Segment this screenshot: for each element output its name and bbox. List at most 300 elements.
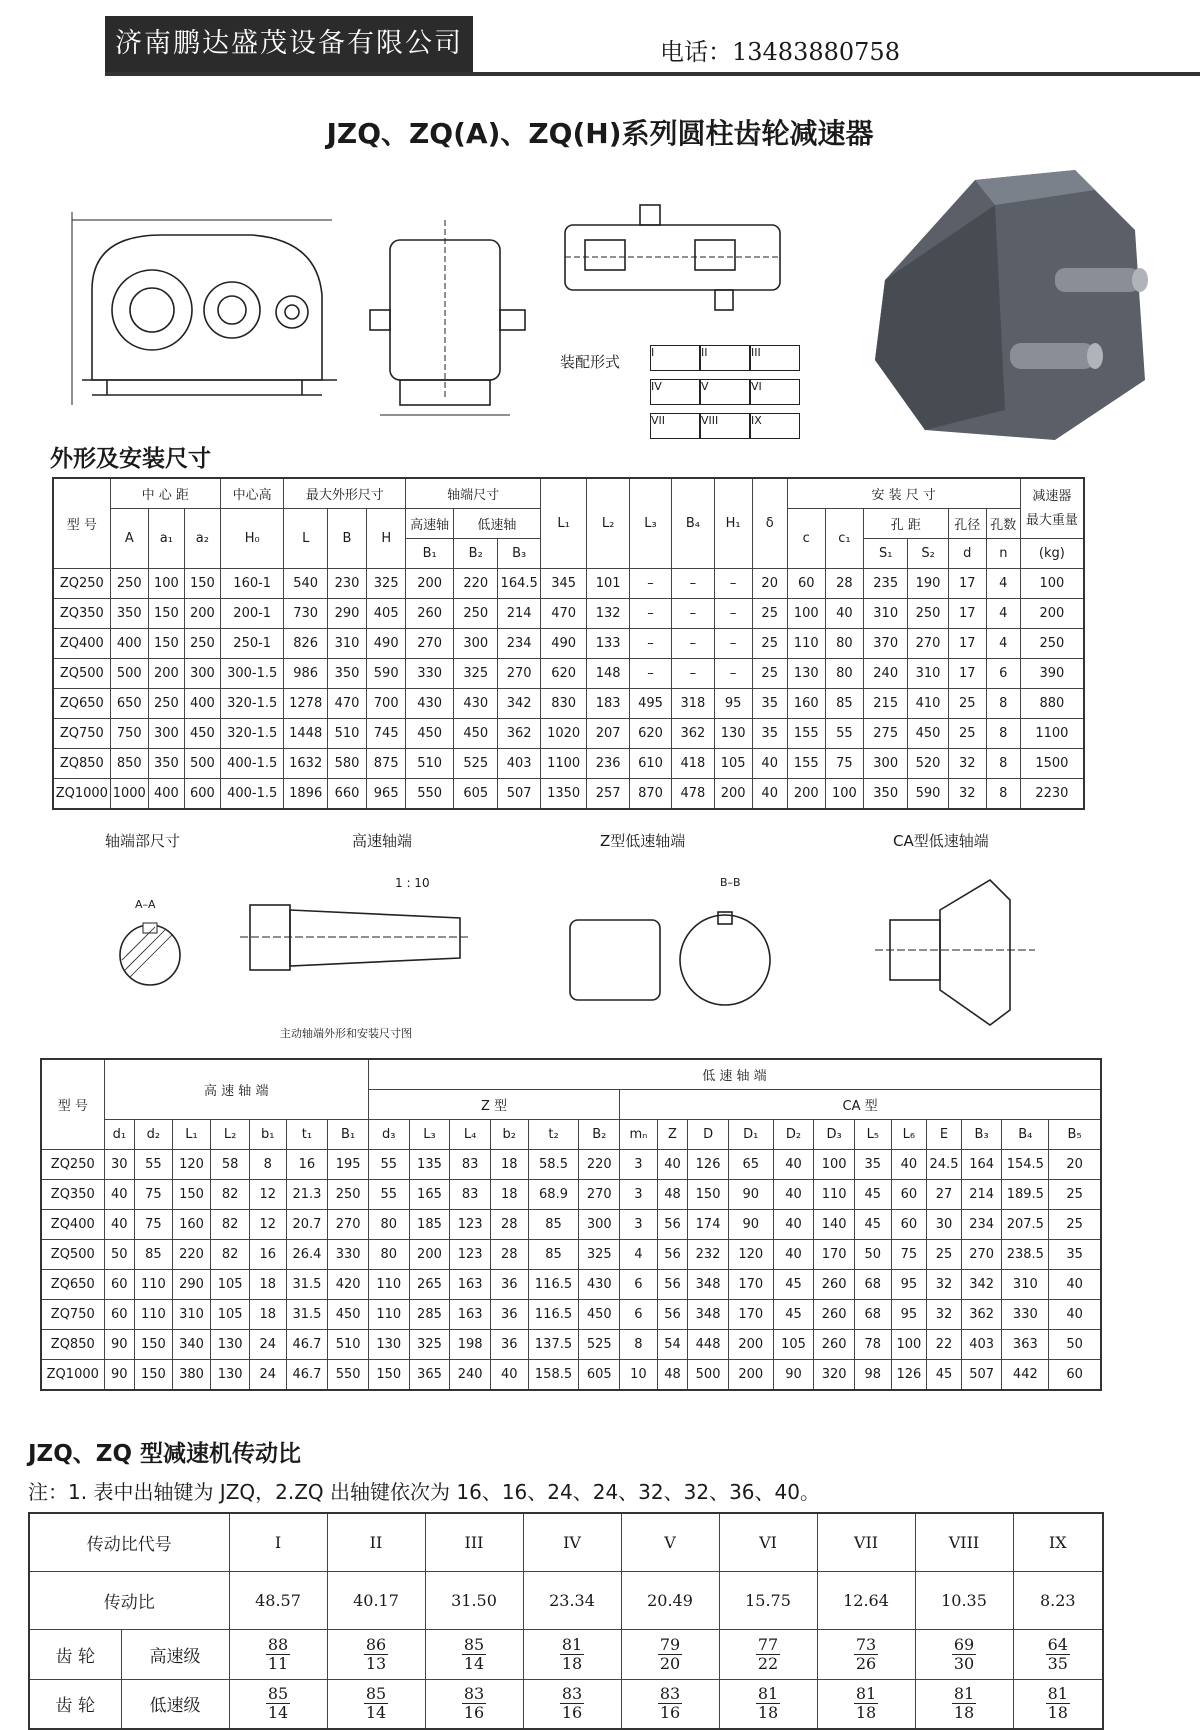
gear-teeth-denominator: 18 (953, 1703, 975, 1723)
low-gear-cell (425, 1679, 523, 1729)
table-cell: 362 (672, 719, 714, 749)
table-cell: 55 (368, 1180, 409, 1210)
gear-fraction (756, 1636, 780, 1673)
table-cell: 60 (104, 1300, 135, 1330)
column-header: B₂ (579, 1120, 620, 1150)
t1-h-max: 最大外形尺寸 (284, 478, 406, 509)
high-gear-cell (719, 1629, 817, 1679)
table-cell: 850 (110, 749, 148, 779)
gear-teeth-numerator: 83 (463, 1684, 485, 1704)
column-header: L₂ (211, 1120, 250, 1150)
column-header: B₁ (328, 1120, 369, 1150)
t3-code-9: IX (1013, 1513, 1103, 1571)
table-cell: 40 (773, 1150, 814, 1180)
hs-end-label: 高速轴端 (352, 832, 413, 850)
table-cell: 6 (620, 1300, 658, 1330)
t2-h-model: 型 号 (41, 1059, 104, 1150)
gear-teeth-numerator: 81 (855, 1684, 877, 1704)
column-header: d₂ (135, 1120, 173, 1150)
table-cell: 45 (773, 1270, 814, 1300)
t1-h-hole-d: 孔径 (948, 509, 986, 539)
table-cell: 40 (891, 1150, 927, 1180)
table-cell: 400-1.5 (220, 779, 284, 810)
table-cell: 660 (327, 779, 366, 810)
t3-h-low: 低速级 (121, 1679, 229, 1729)
table-cell: 133 (587, 629, 629, 659)
t3-code-4: IV (523, 1513, 621, 1571)
shaft-end-table-body (41, 1150, 1101, 1391)
t1-col-B2: B₂ (453, 539, 497, 569)
table-cell: 1100 (1020, 719, 1084, 749)
table-cell: 60 (891, 1210, 927, 1240)
table-cell: 85 (135, 1240, 173, 1270)
table-cell: 58.5 (528, 1150, 579, 1180)
page-header (0, 0, 1200, 80)
table-cell: 40 (773, 1240, 814, 1270)
table-cell: 275 (863, 719, 907, 749)
table-cell: 1350 (540, 779, 587, 810)
table-cell: 170 (728, 1270, 773, 1300)
table-cell: 98 (855, 1360, 892, 1391)
table-cell: 75 (135, 1180, 173, 1210)
table-cell: 165 (409, 1180, 450, 1210)
table-cell: – (672, 569, 714, 599)
t1-col-c: c (787, 509, 825, 569)
table-cell: 410 (908, 689, 948, 719)
table-cell: 160-1 (220, 569, 284, 599)
gear-fraction (658, 1636, 682, 1673)
table-cell: 200 (406, 569, 454, 599)
table-cell: 130 (787, 659, 825, 689)
model-cell: ZQ650 (53, 689, 110, 719)
shaft-end-table-columns (41, 1120, 1101, 1150)
t3-code-1: I (229, 1513, 327, 1571)
table-cell: 25 (752, 599, 787, 629)
table-cell: 22 (927, 1330, 962, 1360)
table-cell: 235 (863, 569, 907, 599)
table-cell: 965 (367, 779, 406, 810)
table-cell: 56 (657, 1270, 688, 1300)
table-cell: 60 (787, 569, 825, 599)
table-cell: 130 (211, 1360, 250, 1391)
t3-h-code: 传动比代号 (29, 1513, 229, 1571)
table-cell: 250 (184, 629, 220, 659)
drawing-caption: 主动轴端外形和安装尺寸图 (280, 1027, 412, 1040)
reducer-front-drawing (52, 200, 352, 425)
table-cell: 32 (927, 1270, 962, 1300)
table-cell: 174 (688, 1210, 729, 1240)
table-cell: 500 (110, 659, 148, 689)
table-cell: 40 (1049, 1270, 1101, 1300)
gear-fraction (658, 1685, 682, 1722)
table-cell: 189.5 (1002, 1180, 1049, 1210)
gear-teeth-numerator: 77 (757, 1634, 779, 1654)
table-cell: 250 (148, 689, 184, 719)
table-cell: 36 (490, 1330, 528, 1360)
table-cell: – (714, 599, 752, 629)
table-cell: 56 (657, 1300, 688, 1330)
table-cell: 31.5 (286, 1300, 328, 1330)
table-cell: 160 (172, 1210, 211, 1240)
table-cell: 110 (368, 1300, 409, 1330)
table-cell: 826 (284, 629, 327, 659)
column-header: D (688, 1120, 729, 1150)
t1-col-L3: L₃ (629, 478, 671, 569)
table-cell: 85 (528, 1240, 579, 1270)
table-cell: 32 (948, 779, 986, 810)
gear-teeth-denominator: 16 (561, 1703, 583, 1723)
table-cell: 60 (891, 1180, 927, 1210)
table-cell: 350 (327, 659, 366, 689)
table-cell: 380 (172, 1360, 211, 1391)
table-cell: 200 (714, 779, 752, 810)
table-cell: 450 (328, 1300, 369, 1330)
table-cell: 620 (629, 719, 671, 749)
table-cell: 875 (367, 749, 406, 779)
table-cell: 110 (814, 1180, 855, 1210)
table-cell: 400-1.5 (220, 749, 284, 779)
table-cell: 110 (368, 1270, 409, 1300)
table-cell: – (714, 569, 752, 599)
company-name: 济南鹏达盛茂设备有限公司 (105, 16, 473, 72)
table-cell: 36 (490, 1300, 528, 1330)
table-row (53, 779, 1084, 810)
table-cell: 58 (211, 1150, 250, 1180)
table-cell: 525 (453, 749, 497, 779)
table-cell: 123 (450, 1240, 491, 1270)
table-cell: 148 (587, 659, 629, 689)
table-cell: 40 (490, 1360, 528, 1391)
table-cell: 363 (1002, 1330, 1049, 1360)
ca-low-label: CA型低速轴端 (893, 832, 989, 850)
table-cell: 28 (825, 569, 863, 599)
table-cell: 75 (825, 749, 863, 779)
table-cell: 450 (453, 719, 497, 749)
table-cell: 68 (855, 1270, 892, 1300)
table-cell: 16 (286, 1150, 328, 1180)
table-cell: 95 (891, 1300, 927, 1330)
t3-code-5: V (621, 1513, 719, 1571)
table-cell: 158.5 (528, 1360, 579, 1391)
table-cell: 430 (406, 689, 454, 719)
column-header: D₂ (773, 1120, 814, 1150)
gear-teeth-denominator: 18 (757, 1703, 779, 1723)
gear-teeth-denominator: 11 (267, 1653, 289, 1673)
header-rule (105, 72, 1200, 76)
table-cell: 32 (927, 1300, 962, 1330)
t1-h-shaft: 轴端尺寸 (406, 478, 541, 509)
table-cell: 18 (490, 1180, 528, 1210)
table-cell: 46.7 (286, 1330, 328, 1360)
t1-col-a2: a₂ (184, 509, 220, 569)
table-cell: 8 (620, 1330, 658, 1360)
table-row (41, 1360, 1101, 1391)
model-cell: ZQ750 (53, 719, 110, 749)
gear-teeth-numerator: 83 (659, 1684, 681, 1704)
reducer-top-drawing (545, 200, 805, 315)
table-cell: 8 (986, 719, 1020, 749)
t3-ratio-2: 40.17 (327, 1571, 425, 1629)
table-cell: 300 (579, 1210, 620, 1240)
table-cell: 170 (814, 1240, 855, 1270)
table-cell: 164.5 (498, 569, 540, 599)
table-cell: 310 (863, 599, 907, 629)
t3-ratio-9: 8.23 (1013, 1571, 1103, 1629)
table-cell: 40 (773, 1210, 814, 1240)
table-cell: 26.4 (286, 1240, 328, 1270)
table-row (41, 1270, 1101, 1300)
table-cell: 200 (728, 1330, 773, 1360)
column-header: b₁ (249, 1120, 286, 1150)
table-row (53, 689, 1084, 719)
gear-teeth-denominator: 18 (855, 1703, 877, 1723)
table-cell: 610 (629, 749, 671, 779)
gear-teeth-denominator: 14 (463, 1653, 485, 1673)
gear-teeth-denominator: 20 (659, 1653, 681, 1673)
table-cell: 270 (406, 629, 454, 659)
t1-h-weight-c: (kg) (1020, 539, 1084, 569)
table-cell: 80 (825, 629, 863, 659)
table-cell: 650 (110, 689, 148, 719)
table-cell: 17 (948, 659, 986, 689)
table-cell: 90 (104, 1330, 135, 1360)
column-header: E (927, 1120, 962, 1150)
table-row (53, 599, 1084, 629)
table-cell: 214 (961, 1180, 1002, 1210)
table-cell: 110 (135, 1300, 173, 1330)
t1-col-L: L (284, 509, 327, 569)
assembly-form-4: IV (650, 379, 700, 405)
table-cell: 1632 (284, 749, 327, 779)
table-cell: 55 (135, 1150, 173, 1180)
model-cell: ZQ500 (53, 659, 110, 689)
table-cell: – (629, 629, 671, 659)
dimensions-table (52, 477, 1085, 810)
table-cell: 40 (657, 1150, 688, 1180)
table-cell: – (629, 569, 671, 599)
table-cell: 450 (184, 719, 220, 749)
low-gear-cell (817, 1679, 915, 1729)
t3-code-2: II (327, 1513, 425, 1571)
t1-h-height: 中心高 (220, 478, 284, 509)
gear-fraction (560, 1636, 584, 1673)
table-cell: 470 (540, 599, 587, 629)
table-cell: 215 (863, 689, 907, 719)
table-cell: 830 (540, 689, 587, 719)
shaft-section-drawing (110, 915, 190, 995)
table-cell: 2230 (1020, 779, 1084, 810)
reducer-side-drawing (360, 200, 535, 430)
gear-teeth-denominator: 35 (1047, 1653, 1068, 1673)
ratio-table (28, 1512, 1104, 1730)
gear-teeth-numerator: 86 (365, 1634, 387, 1654)
table-cell: 85 (825, 689, 863, 719)
table-cell: 310 (172, 1300, 211, 1330)
table-cell: 270 (328, 1210, 369, 1240)
shaft-dims-label: 轴端部尺寸 (105, 832, 181, 850)
table-cell: 510 (406, 749, 454, 779)
table-cell: 150 (368, 1360, 409, 1391)
table-cell: 12 (249, 1180, 286, 1210)
table-cell: 155 (787, 749, 825, 779)
table-cell: 700 (367, 689, 406, 719)
table-cell: 68.9 (528, 1180, 579, 1210)
gear-teeth-denominator: 22 (757, 1653, 779, 1673)
table-cell: 25 (1049, 1210, 1101, 1240)
table-cell: 405 (367, 599, 406, 629)
model-cell: ZQ350 (41, 1180, 104, 1210)
table-cell: 448 (688, 1330, 729, 1360)
table-cell: 234 (961, 1210, 1002, 1240)
table-cell: 265 (409, 1270, 450, 1300)
gear-fraction (266, 1636, 290, 1673)
t2-h-ca: CA 型 (620, 1090, 1101, 1120)
table-cell: 132 (587, 599, 629, 629)
table-cell: 257 (587, 779, 629, 810)
table-cell: 510 (327, 719, 366, 749)
table-cell: 403 (498, 749, 540, 779)
table-cell: 48 (657, 1360, 688, 1391)
gear-teeth-numerator: 64 (1047, 1634, 1068, 1654)
table-cell: 83 (450, 1180, 491, 1210)
table-cell: 605 (579, 1360, 620, 1391)
table-cell: 507 (498, 779, 540, 810)
table-cell: 190 (908, 569, 948, 599)
table-cell: 3 (620, 1180, 658, 1210)
t3-ratio-7: 12.64 (817, 1571, 915, 1629)
table-cell: 40 (1049, 1300, 1101, 1330)
table-cell: 200 (148, 659, 184, 689)
table-cell: 325 (453, 659, 497, 689)
model-cell: ZQ500 (41, 1240, 104, 1270)
table-cell: 1100 (540, 749, 587, 779)
table-cell: 880 (1020, 689, 1084, 719)
model-cell: ZQ250 (41, 1150, 104, 1180)
high-gear-cell (621, 1629, 719, 1679)
gear-teeth-numerator: 81 (757, 1684, 779, 1704)
table-cell: 60 (1049, 1360, 1101, 1391)
table-cell: 550 (406, 779, 454, 810)
gear-fraction (854, 1636, 878, 1673)
column-header: L₆ (891, 1120, 927, 1150)
table-cell: 163 (450, 1270, 491, 1300)
table-cell: 45 (773, 1300, 814, 1330)
gear-teeth-numerator: 83 (561, 1684, 583, 1704)
table-cell: 260 (814, 1300, 855, 1330)
t1-col-H0: H₀ (220, 509, 284, 569)
table-cell: 150 (148, 599, 184, 629)
t3-h-high: 高速级 (121, 1629, 229, 1679)
high-gear-cell (523, 1629, 621, 1679)
table-cell: 234 (498, 629, 540, 659)
table-cell: 82 (211, 1210, 250, 1240)
table-cell: 340 (172, 1330, 211, 1360)
table-cell: 232 (688, 1240, 729, 1270)
table-cell: 1000 (110, 779, 148, 810)
t1-col-S2: S₂ (908, 539, 948, 569)
t1-h-hole-n: 孔数 (986, 509, 1020, 539)
table-cell: – (672, 659, 714, 689)
table-cell: 442 (1002, 1360, 1049, 1391)
table-cell: 240 (863, 659, 907, 689)
table-cell: 25 (752, 629, 787, 659)
table-cell: 290 (172, 1270, 211, 1300)
table-cell: 35 (1049, 1240, 1101, 1270)
gear-fraction (560, 1685, 584, 1722)
low-gear-cell (523, 1679, 621, 1729)
table-cell: 45 (927, 1360, 962, 1391)
t2-h-z: Z 型 (368, 1090, 619, 1120)
table-cell: 200 (787, 779, 825, 810)
t3-ratio-6: 15.75 (719, 1571, 817, 1629)
column-header: D₃ (814, 1120, 855, 1150)
table-cell: 260 (406, 599, 454, 629)
low-gear-cell (229, 1679, 327, 1729)
gear-teeth-numerator: 85 (267, 1684, 289, 1704)
gear-teeth-denominator: 30 (953, 1653, 975, 1673)
table-cell: 207 (587, 719, 629, 749)
t1-col-B: B (327, 509, 366, 569)
table-cell: 540 (284, 569, 327, 599)
gear-fraction (462, 1685, 486, 1722)
table-cell: 101 (587, 569, 629, 599)
table-cell: 55 (825, 719, 863, 749)
table-cell: 30 (104, 1150, 135, 1180)
table-cell: 40 (104, 1210, 135, 1240)
table-cell: 430 (579, 1270, 620, 1300)
t3-code-6: VI (719, 1513, 817, 1571)
table-cell: 250 (328, 1180, 369, 1210)
high-gear-cell (915, 1629, 1013, 1679)
table-cell: 500 (184, 749, 220, 779)
gear-teeth-denominator: 16 (659, 1703, 681, 1723)
table-row (53, 569, 1084, 599)
table-cell: 6 (986, 659, 1020, 689)
column-header: d₃ (368, 1120, 409, 1150)
column-header: B₅ (1049, 1120, 1101, 1150)
model-cell: ZQ250 (53, 569, 110, 599)
table-cell: 50 (104, 1240, 135, 1270)
t1-col-H1: H₁ (714, 478, 752, 569)
table-cell: 350 (148, 749, 184, 779)
table-cell: 100 (148, 569, 184, 599)
reducer-photo (845, 160, 1195, 450)
table-cell: 730 (284, 599, 327, 629)
table-cell: 430 (453, 689, 497, 719)
t3-ratio-3: 31.50 (425, 1571, 523, 1629)
column-header: t₁ (286, 1120, 328, 1150)
table-cell: 418 (672, 749, 714, 779)
table-cell: 163 (450, 1300, 491, 1330)
gear-teeth-numerator: 85 (365, 1684, 387, 1704)
table-cell: 8 (986, 689, 1020, 719)
table-cell: 350 (110, 599, 148, 629)
table-cell: 25 (1049, 1180, 1101, 1210)
column-header: Z (657, 1120, 688, 1150)
table-cell: 230 (327, 569, 366, 599)
model-cell: ZQ650 (41, 1270, 104, 1300)
table-cell: 90 (104, 1360, 135, 1391)
table-cell: 270 (579, 1180, 620, 1210)
table-cell: 290 (327, 599, 366, 629)
table-cell: 450 (908, 719, 948, 749)
table-cell: 68 (855, 1300, 892, 1330)
t1-col-B4: B₄ (672, 478, 714, 569)
table-cell: 25 (927, 1240, 962, 1270)
table-cell: 490 (540, 629, 587, 659)
table-cell: 105 (714, 749, 752, 779)
gear-teeth-numerator: 79 (659, 1634, 681, 1654)
